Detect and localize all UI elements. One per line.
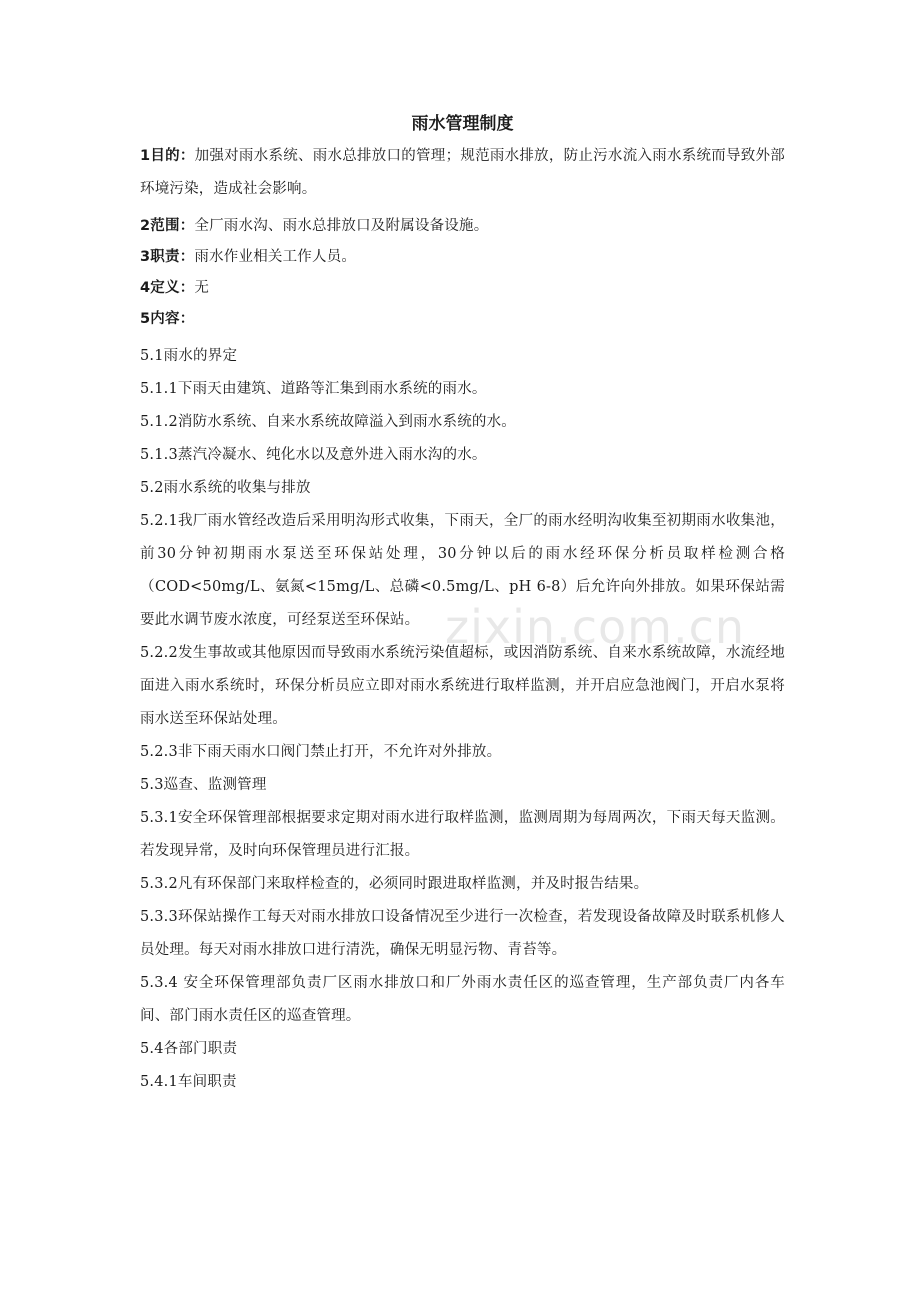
clause-5-1: 5.1雨水的界定 (140, 348, 238, 364)
section-content (140, 304, 785, 335)
section-scope (140, 211, 785, 242)
clause-5-2-3: 5.2.3非下雨天雨水口阀门禁止打开，不允许对外排放。 (140, 744, 502, 760)
clause-5-1-1: 5.1.1下雨天由建筑、道路等汇集到雨水系统的雨水。 (140, 381, 487, 397)
section-scope-text: 全厂雨水沟、雨水总排放口及附属设备设施。 (194, 218, 489, 234)
section-definition-text: 无 (194, 280, 210, 296)
section-purpose (140, 140, 785, 206)
clause-5-3: 5.3巡查、监测管理 (140, 777, 267, 793)
document-title: 雨水管理制度 (411, 114, 514, 134)
section-responsibility-heading: 3职责： (140, 249, 195, 265)
clause-5-4: 5.4各部门职责 (140, 1041, 238, 1057)
section-responsibility (140, 242, 785, 273)
section-content-heading: 5内容： (140, 311, 195, 327)
clause-5-4-1: 5.4.1车间职责 (140, 1074, 237, 1090)
section-definition-heading: 4定义： (140, 280, 195, 296)
section-purpose-heading: 1目的： (140, 148, 195, 164)
section-scope-heading: 2范围： (140, 218, 195, 234)
clause-5-3-1: 5.3.1安全环保管理部根据要求定期对雨水进行取样监测，监测周期为每周两次，下雨天每天监测。若发现异常，及时向环保管理员进行汇报。 (140, 810, 785, 859)
watermark: zixin.com.cn (445, 600, 746, 654)
clause-5-1-3: 5.1.3蒸汽冷凝水、纯化水以及意外进入雨水沟的水。 (140, 447, 487, 463)
clause-5-1-2: 5.1.2消防水系统、自来水系统故障溢入到雨水系统的水。 (140, 414, 516, 430)
section-responsibility-text: 雨水作业相关工作人员。 (194, 249, 357, 265)
section-definition (140, 273, 785, 304)
document-body (140, 110, 785, 1099)
clause-5-2-2: 5.2.2发生事故或其他原因而导致雨水系统污染值超标，或因消防系统、自来水系统故障，水流经地面进入雨水系统时，环保分析员应立即对雨水系统进行取样监测，并开启应急池阀门，开启水泵将雨水送至环保站处理。 (140, 645, 785, 727)
section-purpose-text: 加强对雨水系统、雨水总排放口的管理；规范雨水排放，防止污水流入雨水系统而导致外部环境污染，造成社会影响。 (140, 148, 786, 197)
clause-5-3-3: 5.3.3环保站操作工每天对雨水排放口设备情况至少进行一次检查，若发现设备故障及时联系机修人员处理。每天对雨水排放口进行清洗，确保无明显污物、青苔等。 (140, 909, 785, 958)
clause-5-2-1: 5.2.1我厂雨水管经改造后采用明沟形式收集，下雨天，全厂的雨水经明沟收集至初期雨水收集池，前30分钟初期雨水泵送至环保站处理，30分钟以后的雨水经环保分析员取样检测合格（COD<50mg/L、氨氮<15mg/L、总磷<0.5mg/L、pH 6-8）后允许向外排放。如果环保站需要此水调节废水浓度，可经泵送至环保站。 (140, 513, 785, 628)
clause-5-3-4: 5.3.4 安全环保管理部负责厂区雨水排放口和厂外雨水责任区的巡查管理，生产部负责厂内各车间、部门雨水责任区的巡查管理。 (140, 975, 785, 1024)
clause-5-2: 5.2雨水系统的收集与排放 (140, 480, 311, 496)
clause-5-3-2: 5.3.2凡有环保部门来取样检查的，必须同时跟进取样监测，并及时报告结果。 (140, 876, 649, 892)
